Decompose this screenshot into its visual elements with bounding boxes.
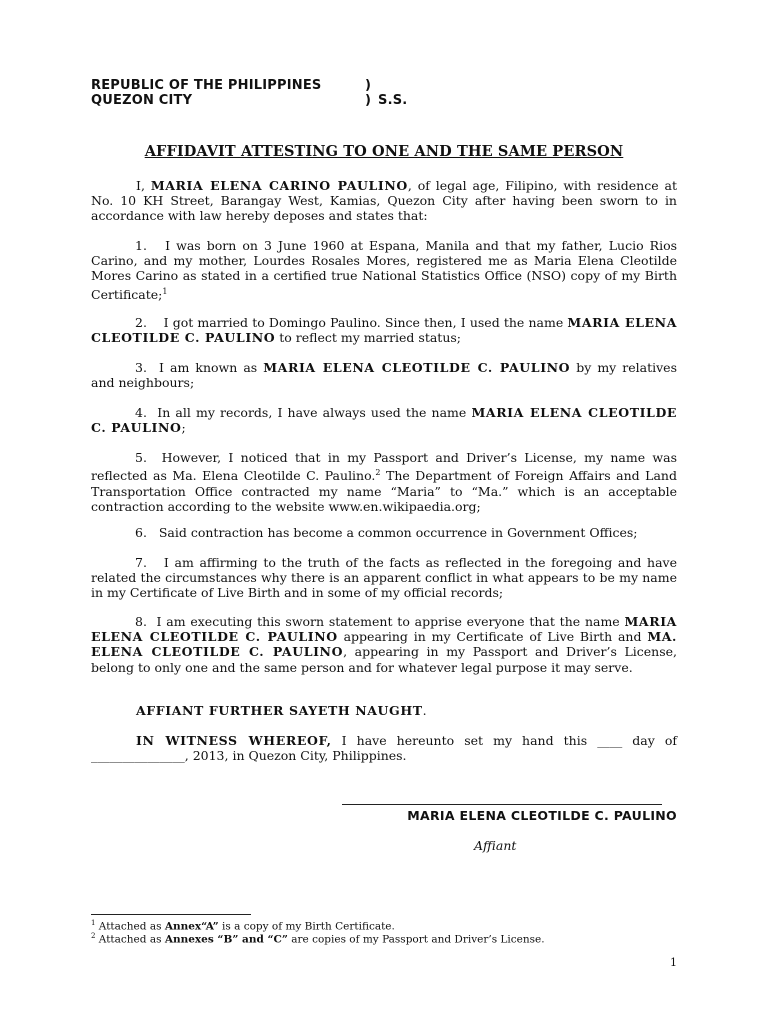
footnote-2 — [91, 932, 545, 946]
p4-name: MARIA ELENA CLEOTILDE C. PAULINO — [91, 405, 678, 436]
paragraph-2 — [91, 315, 677, 345]
p8-mid: appearing in my Certificate of Live Birth and — [337, 629, 648, 645]
paragraph-5 — [91, 450, 677, 514]
document-title: AFFIDAVIT ATTESTING TO ONE AND THE SAME PERSON — [144, 143, 624, 160]
p6-text: Said contraction has become a common occurrence in Government Offices; — [158, 525, 638, 540]
paragraph-1 — [91, 238, 677, 302]
p8-post: , appearing in my Passport and Driver’s License, belong to only one and the same person and for whatever legal purpose it may serve. — [91, 644, 677, 675]
p2-pre: I got married to Domingo Paulino. Since then, I used the name — [163, 315, 568, 330]
footnote-1 — [91, 919, 395, 933]
p6-number: 6. — [135, 525, 147, 540]
paragraph-7 — [91, 555, 677, 601]
p1-footnote-mark: 1 — [162, 286, 168, 296]
intro-post: , of legal age, Filipino, with residence at No. 10 KH Street, Barangay West, Kamias, Quezon City after having been sworn to in accordance with law hereby deposes and states that: — [91, 178, 677, 224]
p3-name: MARIA ELENA CLEOTILDE C. PAULINO — [263, 360, 571, 375]
witness-paragraph — [91, 733, 677, 763]
p3-pre: I am known as — [159, 360, 264, 375]
p5-number: 5. — [135, 450, 147, 465]
p8-pre: I am executing this sworn statement to apprise everyone that the name — [156, 614, 625, 629]
p8-name-1: MARIA ELENA CLEOTILDE C. PAULINO — [91, 614, 677, 645]
paragraph-8 — [91, 614, 677, 675]
header-city: QUEZON CITY — [91, 93, 193, 108]
header-paren-2: ) — [365, 93, 372, 108]
affiant-further-line — [91, 703, 677, 718]
footnote-2-bold: Annexes “B” and “C” — [164, 933, 288, 946]
p8-name-2: MA. ELENA CLEOTILDE C. PAULINO — [91, 629, 677, 660]
paragraph-4 — [91, 405, 677, 435]
p5-post: The Department of Foreign Affairs and Land Transportation Office contracted my name “Maria” to “Ma.” which is an acceptable contraction according to the website www.en.wikipaedia.org; — [91, 468, 677, 514]
footnote-2-post: are copies of my Passport and Driver’s License. — [287, 933, 545, 946]
p2-post: to reflect my married status; — [275, 330, 462, 346]
paragraph-3 — [91, 360, 677, 390]
signature-role: Affiant — [474, 838, 517, 853]
signature-name: MARIA ELENA CLEOTILDE C. PAULINO — [407, 808, 677, 823]
header-paren-1: ) — [365, 78, 372, 93]
affiant-further-period: . — [422, 703, 427, 718]
footnote-2-pre: Attached as — [95, 933, 165, 946]
p1-text: I was born on 3 June 1960 at Espana, Manila and that my father, Lucio Rios Carino, and my mother, Lourdes Rosales Mores, registered me as Maria Elena Cleotilde Mores Carino as stated in a certified true National Statistics Office (NSO) copy of my Birth Certificate; — [91, 238, 678, 302]
footnote-1-pre: Attached as — [95, 920, 165, 933]
page-number: 1 — [670, 956, 677, 969]
p2-name: MARIA ELENA CLEOTILDE C. PAULINO — [91, 315, 677, 346]
intro-pre: I, — [136, 178, 151, 193]
footnote-1-mark: 1 — [91, 919, 96, 927]
p7-number: 7. — [135, 555, 147, 570]
header-ss: S.S. — [378, 93, 408, 108]
p5-footnote-mark: 2 — [375, 468, 381, 478]
witness-text: I have hereunto set my hand this ____ day of _______________, 2013, in Quezon City, Philippines. — [91, 733, 677, 764]
footnote-2-mark: 2 — [91, 932, 96, 940]
p4-number: 4. — [135, 405, 147, 420]
paragraph-6 — [91, 525, 677, 540]
footnote-1-post: is a copy of my Birth Certificate. — [218, 920, 395, 933]
affiant-further-text: AFFIANT FURTHER SAYETH NAUGHT — [136, 703, 423, 718]
p2-number: 2. — [135, 315, 147, 330]
p8-number: 8. — [135, 614, 147, 629]
intro-affiant-name: MARIA ELENA CARINO PAULINO — [150, 178, 408, 193]
p3-number: 3. — [135, 360, 147, 375]
footnote-separator — [91, 914, 251, 915]
p5-pre: However, I noticed that in my Passport and Driver’s License, my name was reflected as Ma. Elena Cleotilde C. Paulino. — [91, 450, 678, 484]
intro-paragraph — [91, 178, 677, 224]
p4-post: ; — [181, 420, 186, 436]
p7-text: I am affirming to the truth of the facts as reflected in the foregoing and have related the circumstances why there is an apparent conflict in what appears to be my name in my Certificate of Live Birth and in some of my official records; — [91, 555, 678, 601]
footnote-1-bold: Annex“A” — [164, 920, 219, 933]
p3-post: by my relatives and neighbours; — [91, 360, 677, 391]
header-republic: REPUBLIC OF THE PHILIPPINES — [91, 78, 322, 93]
p1-number: 1. — [135, 238, 147, 253]
p4-pre: In all my records, I have always used the name — [157, 405, 472, 420]
signature-line — [342, 804, 662, 805]
witness-lead: IN WITNESS WHEREOF, — [136, 733, 332, 748]
